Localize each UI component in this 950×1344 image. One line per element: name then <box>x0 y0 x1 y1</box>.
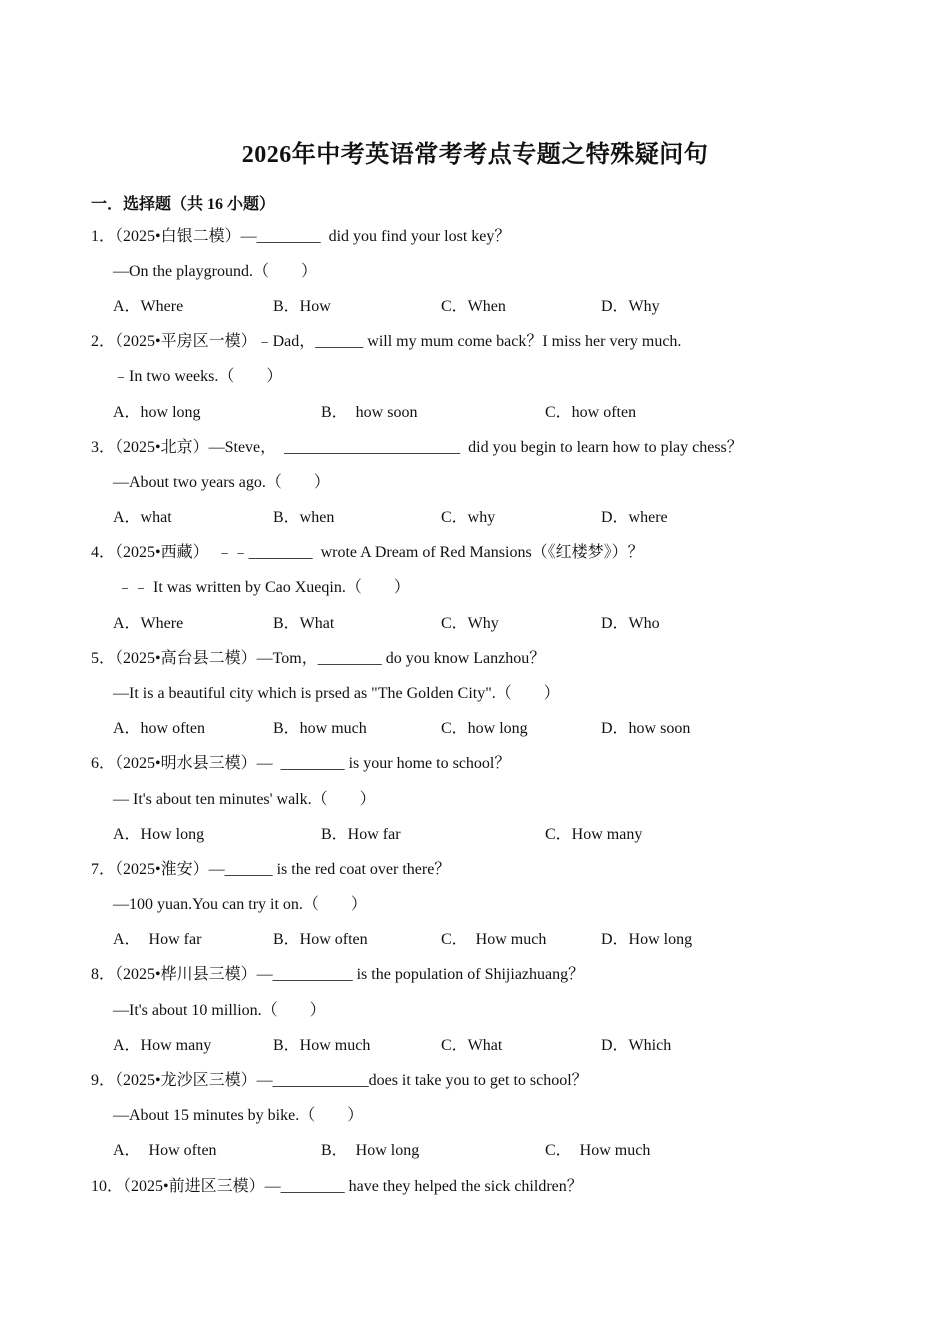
question-6-option-a[interactable]: A．How long <box>113 826 205 843</box>
question-9-option-a[interactable]: A． How often <box>113 1142 217 1159</box>
question-4-reply: ﹣﹣ It was written by Cao Xueqin.（ ） <box>117 579 410 596</box>
question-9-option-c[interactable]: C． How much <box>545 1142 651 1159</box>
question-5-stem: 5．（2025•高台县二模）—Tom，________ do you know Lanzhou？ <box>91 650 546 667</box>
question-10-stem: 10．（2025•前进区三模）—________ have they helped the sick children？ <box>91 1178 583 1195</box>
question-4-option-c[interactable]: C．Why <box>441 615 499 632</box>
question-7-reply: —100 yuan.You can try it on.（ ） <box>113 896 367 913</box>
question-3-option-c[interactable]: C．why <box>441 509 496 526</box>
question-6-stem: 6．（2025•明水县三模）— ________ is your home to school？ <box>91 755 511 772</box>
question-4-option-b[interactable]: B．What <box>273 615 335 632</box>
question-8-stem: 8．（2025•桦川县三模）—__________ is the population of Shijiazhuang？ <box>91 966 585 983</box>
question-8-option-c[interactable]: C．What <box>441 1037 503 1054</box>
question-2-reply: ﹣In two weeks.（ ） <box>113 368 283 385</box>
question-7-option-a[interactable]: A． How far <box>113 931 202 948</box>
question-1-option-d[interactable]: D．Why <box>601 298 660 315</box>
question-3-stem: 3．（2025•北京）—Steve， ______________________ did you begin to learn how to play chess？ <box>91 439 743 456</box>
question-7-option-b[interactable]: B．How often <box>273 931 368 948</box>
question-8-option-d[interactable]: D．Which <box>601 1037 672 1054</box>
question-2-option-c[interactable]: C．how often <box>545 404 637 421</box>
question-1-option-c[interactable]: C．When <box>441 298 506 315</box>
question-5-option-c[interactable]: C．how long <box>441 720 528 737</box>
question-2-option-b[interactable]: B． how soon <box>321 404 418 421</box>
question-2-stem: 2．（2025•平房区一模）﹣Dad，______ will my mum come back？I miss her very much. <box>91 333 682 350</box>
question-9-reply: —About 15 minutes by bike.（ ） <box>113 1107 364 1124</box>
document-title: 2026年中考英语常考考点专题之特殊疑问句 <box>241 142 709 168</box>
question-7-stem: 7．（2025•淮安）—______ is the red coat over there？ <box>91 861 451 878</box>
question-3-option-a[interactable]: A．what <box>113 509 172 526</box>
question-3-option-b[interactable]: B．when <box>273 509 335 526</box>
section-heading: 一．选择题（共 16 小题） <box>91 196 276 213</box>
question-9-stem: 9．（2025•龙沙区三模）—____________does it take you to get to school？ <box>91 1072 588 1089</box>
question-6-option-b[interactable]: B．How far <box>321 826 401 843</box>
question-8-option-a[interactable]: A．How many <box>113 1037 212 1054</box>
question-3-option-d[interactable]: D．where <box>601 509 668 526</box>
question-4-option-d[interactable]: D．Who <box>601 615 660 632</box>
question-7-option-d[interactable]: D．How long <box>601 931 693 948</box>
question-8-option-b[interactable]: B．How much <box>273 1037 371 1054</box>
question-3-reply: —About two years ago.（ ） <box>113 474 330 491</box>
question-6-option-c[interactable]: C．How many <box>545 826 643 843</box>
question-1-reply: —On the playground.（ ） <box>113 263 317 280</box>
question-4-option-a[interactable]: A．Where <box>113 615 184 632</box>
question-9-option-b[interactable]: B． How long <box>321 1142 420 1159</box>
question-6-reply: — It's about ten minutes' walk.（ ） <box>113 791 376 808</box>
question-7-option-c[interactable]: C． How much <box>441 931 547 948</box>
question-5-reply: —It is a beautiful city which is prsed as "The Golden City".（ ） <box>113 685 560 702</box>
question-5-option-d[interactable]: D．how soon <box>601 720 691 737</box>
question-5-option-b[interactable]: B．how much <box>273 720 367 737</box>
question-1-stem: 1．（2025•白银二模）—________ did you find your lost key？ <box>91 228 511 245</box>
question-5-option-a[interactable]: A．how often <box>113 720 205 737</box>
question-2-option-a[interactable]: A．how long <box>113 404 201 421</box>
question-4-stem: 4．（2025•西藏） ﹣﹣________ wrote A Dream of Red Mansions（《红楼梦》）？ <box>91 544 644 561</box>
question-1-option-a[interactable]: A．Where <box>113 298 184 315</box>
question-1-option-b[interactable]: B．How <box>273 298 331 315</box>
question-8-reply: —It's about 10 million.（ ） <box>113 1002 326 1019</box>
